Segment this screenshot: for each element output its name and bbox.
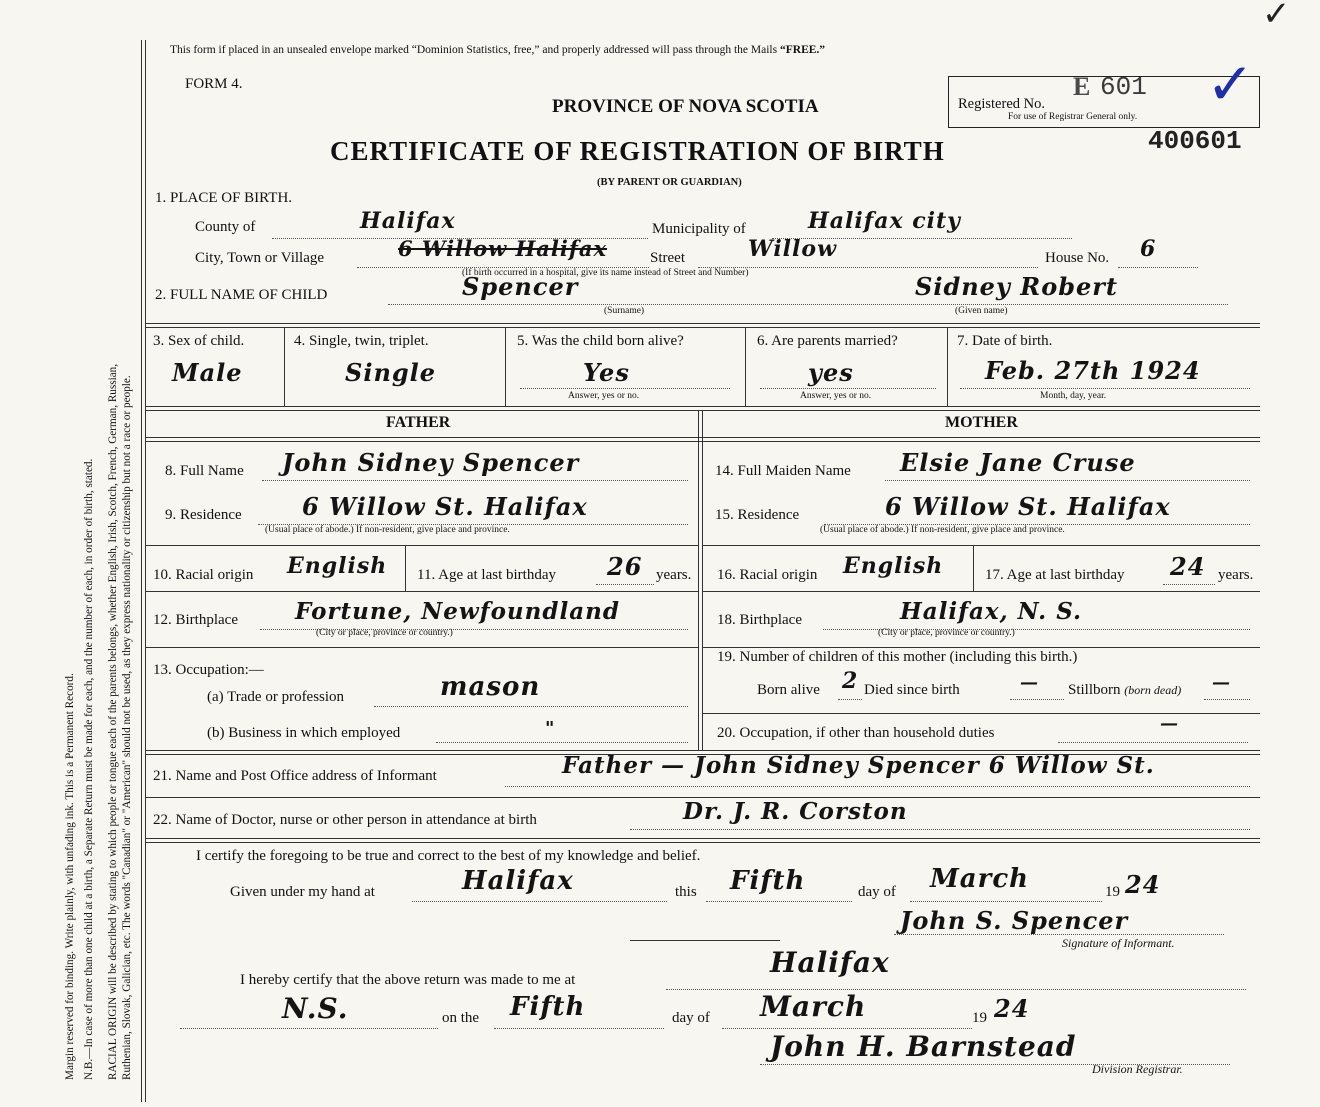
surname-caption: (Surname): [604, 306, 645, 316]
city-value: 6 Willow Halifax: [398, 236, 608, 261]
died-label: Died since birth: [864, 682, 960, 698]
registrar-ns-value: N.S.: [282, 992, 349, 1025]
blue-check-mark: ✓: [1206, 50, 1255, 118]
registrar-month-value: March: [760, 990, 867, 1023]
child-surname: Spencer: [462, 272, 579, 301]
mother-age-label: 17. Age at last birthday: [985, 567, 1125, 583]
father-racial-label: 10. Racial origin: [153, 567, 254, 583]
mother-racial-label: 16. Racial origin: [717, 567, 818, 583]
father-birthplace-caption: (City or place, province or country.): [316, 628, 453, 638]
form-number: FORM 4.: [185, 76, 243, 92]
informant-signature: John S. Spencer: [900, 906, 1129, 935]
given-place-value: Halifax: [462, 866, 574, 896]
mother-age-unit: years.: [1218, 567, 1254, 583]
father-trade-value: mason: [440, 672, 541, 702]
certify-text: I certify the foregoing to be true and correct to the best of my knowledge and belief.: [196, 848, 701, 864]
father-residence-caption: (Usual place of abode.) If non-resident, give place and province.: [265, 525, 510, 535]
registrar-signature: John H. Barnstead: [770, 1030, 1077, 1063]
stillborn-label-text: Stillborn: [1068, 682, 1121, 698]
dob-label: 7. Date of birth.: [957, 333, 1053, 349]
dob-value: Feb. 27th 1924: [985, 356, 1201, 385]
margin-note-racial-origin: RACIAL ORIGIN will be described by stating to which people or tongue each of the parents belongs, whether English, Irish, Scotch, French, German, Russian,: [107, 363, 119, 1080]
registrar-on-the-label: on the: [442, 1010, 480, 1026]
given-year-prefix: 19: [1105, 884, 1120, 900]
municipality-value: Halifax city: [808, 208, 961, 234]
place-of-birth-label: 1. PLACE OF BIRTH.: [155, 190, 293, 206]
father-age-label: 11. Age at last birthday: [417, 567, 556, 583]
given-day-label: day of: [858, 884, 896, 900]
registered-value: 601: [1100, 72, 1147, 102]
registered-stamp: E: [1073, 72, 1091, 101]
father-name-label: 8. Full Name: [165, 463, 244, 479]
mother-name-value: Elsie Jane Cruse: [900, 448, 1136, 477]
father-birthplace-value: Fortune, Newfoundland: [295, 598, 620, 625]
father-business-value: ": [545, 718, 556, 739]
given-name-caption: (Given name): [955, 306, 1008, 316]
alive-value: Yes: [583, 358, 630, 387]
left-border: [141, 40, 146, 1102]
informant-label: 21. Name and Post Office address of Informant: [153, 768, 437, 784]
registration-number: 400601: [1148, 126, 1242, 156]
born-alive-value: 2: [842, 668, 859, 694]
mother-residence-label: 15. Residence: [715, 507, 800, 523]
mother-birthplace-caption: (City or place, province or country.): [878, 628, 1015, 638]
mother-residence-caption: (Usual place of abode.) If non-resident, give place and province.: [820, 525, 1065, 535]
alive-caption: Answer, yes or no.: [568, 391, 640, 401]
registrar-day-label: day of: [672, 1010, 710, 1026]
registrar-year-prefix: 19: [972, 1010, 987, 1026]
mother-occupation-value: —: [1160, 713, 1179, 734]
mail-notice: [170, 44, 825, 56]
registrar-signature-caption: Division Registrar.: [1092, 1062, 1183, 1076]
municipality-label: Municipality of: [652, 221, 746, 237]
stillborn-note: (born dead): [1124, 683, 1182, 697]
died-value: —: [1020, 672, 1039, 693]
married-caption: Answer, yes or no.: [800, 391, 872, 401]
house-label: House No.: [1045, 250, 1110, 266]
margin-note-nationality: Ruthenian, Slovak, Galician, etc. The words "Canadian" or "American" should not be used, as they express nationality or citizenship but not a race or people.: [121, 375, 133, 1080]
doctor-label: 22. Name of Doctor, nurse or other person in attendance at birth: [153, 812, 537, 828]
mother-age-value: 24: [1170, 552, 1206, 581]
doctor-value: Dr. J. R. Corston: [683, 798, 908, 825]
father-occupation-label: 13. Occupation:—: [153, 662, 264, 678]
mother-children-label: 19. Number of children of this mother (including this birth.): [717, 649, 1078, 665]
registrar-note: For use of Registrar General only.: [1008, 112, 1138, 122]
sex-value: Male: [172, 358, 243, 387]
given-under-label: Given under my hand at: [230, 884, 375, 900]
county-label: County of: [195, 219, 256, 235]
registrar-year-value: 24: [994, 994, 1030, 1023]
county-value: Halifax: [360, 208, 456, 234]
single-label: 4. Single, twin, triplet.: [294, 333, 429, 349]
informant-value: Father — John Sidney Spencer 6 Willow St.: [562, 752, 1155, 779]
this-label: this: [675, 884, 697, 900]
province-title: PROVINCE OF NOVA SCOTIA: [552, 96, 819, 117]
hospital-note: (If birth occurred in a hospital, give its name instead of Street and Number): [462, 268, 749, 278]
margin-note-binding: Margin reserved for binding. Write plainly, with unfading ink. This is a Permanent Record.: [64, 673, 76, 1080]
registrar-certify-text: I hereby certify that the above return was made to me at: [240, 972, 576, 988]
father-age-value: 26: [607, 552, 643, 581]
mother-name-label: 14. Full Maiden Name: [715, 463, 851, 479]
registrar-day-value: Fifth: [510, 992, 586, 1022]
father-name-value: John Sidney Spencer: [282, 448, 580, 477]
child-name-label: 2. FULL NAME OF CHILD: [155, 287, 328, 303]
mother-birthplace-label: 18. Birthplace: [717, 612, 802, 628]
father-business-label: (b) Business in which employed: [207, 725, 401, 741]
father-age-unit: years.: [656, 567, 692, 583]
registered-label: Registered No.: [958, 96, 1045, 112]
city-label: City, Town or Village: [195, 250, 325, 266]
informant-signature-caption: Signature of Informant.: [1062, 936, 1175, 950]
given-month-value: March: [930, 864, 1030, 894]
sex-label: 3. Sex of child.: [153, 333, 245, 349]
married-label: 6. Are parents married?: [757, 333, 898, 349]
father-trade-label: (a) Trade or profession: [207, 689, 345, 705]
father-racial-value: English: [287, 553, 388, 579]
married-value: yes: [808, 358, 854, 387]
stillborn-value: —: [1212, 672, 1231, 693]
stillborn-label: [1068, 682, 1181, 699]
alive-label: 5. Was the child born alive?: [517, 333, 684, 349]
top-check-mark: ✓: [1262, 0, 1292, 34]
father-residence-label: 9. Residence: [165, 507, 242, 523]
house-value: 6: [1140, 236, 1157, 262]
given-year-value: 24: [1125, 870, 1161, 899]
certificate-subtitle: (BY PARENT OR GUARDIAN): [597, 177, 742, 188]
mail-notice-free: “FREE.”: [779, 44, 826, 56]
mail-notice-text: This form if placed in an unsealed envelope marked “Dominion Statistics, free,” and properly addressed will pass through the Mails: [170, 44, 778, 56]
mother-heading: MOTHER: [945, 414, 1018, 431]
street-label: Street: [650, 250, 685, 266]
mother-racial-value: English: [843, 553, 944, 579]
certificate-title: CERTIFICATE OF REGISTRATION OF BIRTH: [330, 136, 945, 166]
father-heading: FATHER: [386, 414, 451, 431]
single-value: Single: [345, 358, 437, 387]
mother-occupation-label: 20. Occupation, if other than household duties: [717, 725, 995, 741]
street-value: Willow: [748, 236, 838, 262]
born-alive-label: Born alive: [757, 682, 820, 698]
child-given-name: Sidney Robert: [915, 272, 1118, 301]
mother-residence-value: 6 Willow St. Halifax: [885, 492, 1171, 521]
father-residence-value: 6 Willow St. Halifax: [302, 492, 588, 521]
dob-caption: Month, day, year.: [1040, 391, 1107, 401]
given-day-value: Fifth: [730, 866, 806, 896]
mother-birthplace-value: Halifax, N. S.: [900, 598, 1082, 625]
registrar-place-value: Halifax: [770, 946, 890, 979]
father-birthplace-label: 12. Birthplace: [153, 612, 238, 628]
margin-note-multiple-births: N.B.—In case of more than one child at a birth, a Separate Return must be made for each, and the number of each, in order of birth, stated.: [83, 458, 95, 1080]
